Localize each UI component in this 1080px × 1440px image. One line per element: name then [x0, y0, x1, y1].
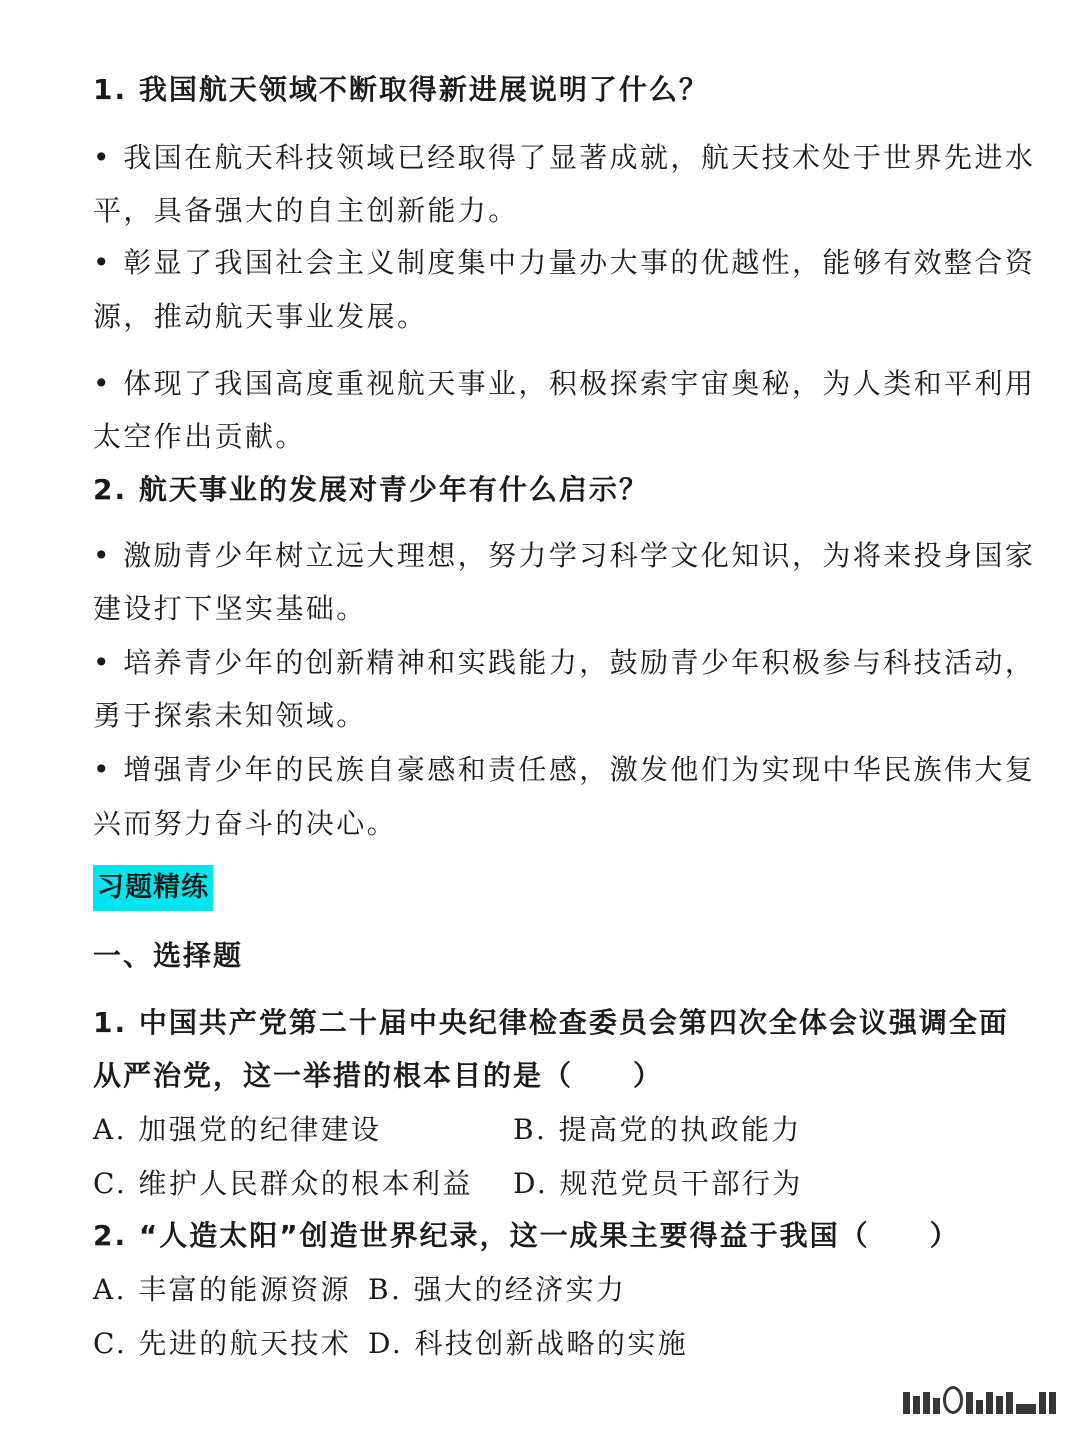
- mcq-1-option-d: D. 规范党员干部行为: [513, 1167, 803, 1200]
- q2-point-3-line-1: • 增强青少年的民族自豪感和责任感，激发他们为实现中华民族伟大复: [93, 753, 1036, 786]
- q2-point-2-line-1: • 培养青少年的创新精神和实践能力，鼓励青少年积极参与科技活动，: [93, 646, 1036, 679]
- mcq-1-option-a: A. 加强党的纪律建设: [93, 1113, 382, 1146]
- q1-point-2-line-2: 源，推动航天事业发展。: [93, 300, 428, 333]
- mcq-2-option-b: B. 强大的经济实力: [368, 1273, 627, 1306]
- q2-point-1-line-1: • 激励青少年树立远大理想，努力学习科学文化知识，为将来投身国家: [93, 539, 1036, 572]
- mcq-1-option-b: B. 提高党的执政能力: [513, 1113, 802, 1146]
- q1-point-1-line-1: • 我国在航天科技领域已经取得了显著成就，航天技术处于世界先进水: [93, 141, 1036, 174]
- q2-point-3-line-2: 兴而努力奋斗的决心。: [93, 807, 398, 840]
- q1-point-1-line-2: 平，具备强大的自主创新能力。: [93, 194, 519, 227]
- q2-point-2-line-2: 勇于探索未知领域。: [93, 699, 367, 732]
- mcq-2-option-a: A. 丰富的能源资源: [93, 1273, 352, 1306]
- mcq-1-stem-line-1: 1. 中国共产党第二十届中央纪律检查委员会第四次全体会议强调全面: [93, 1006, 1009, 1039]
- mcq-2-option-d: D. 科技创新战略的实施: [368, 1327, 689, 1360]
- watermark-icon: [903, 1386, 1056, 1414]
- q2-point-1-line-2: 建设打下坚实基础。: [93, 592, 367, 625]
- q1-point-3-line-1: • 体现了我国高度重视航天事业，积极探索宇宙奥秘，为人类和平利用: [93, 367, 1036, 400]
- q1-point-3-line-2: 太空作出贡献。: [93, 420, 306, 453]
- mcq-2-option-c: C. 先进的航天技术: [93, 1327, 352, 1360]
- part-title: 一、选择题: [93, 939, 244, 972]
- mcq-1-option-c: C. 维护人民群众的根本利益: [93, 1167, 473, 1200]
- question-2-title: 2. 航天事业的发展对青少年有什么启示？: [93, 473, 649, 506]
- practice-heading: 习题精练: [93, 865, 213, 911]
- question-1-title: 1. 我国航天领域不断取得新进展说明了什么？: [93, 73, 709, 106]
- mcq-1-stem-line-2: 从严治党，这一举措的根本目的是（ ）: [93, 1059, 664, 1092]
- mcq-2-stem: 2. “人造太阳”创造世界纪录，这一成果主要得益于我国（ ）: [93, 1219, 960, 1252]
- q1-point-2-line-1: • 彰显了我国社会主义制度集中力量办大事的优越性，能够有效整合资: [93, 246, 1036, 279]
